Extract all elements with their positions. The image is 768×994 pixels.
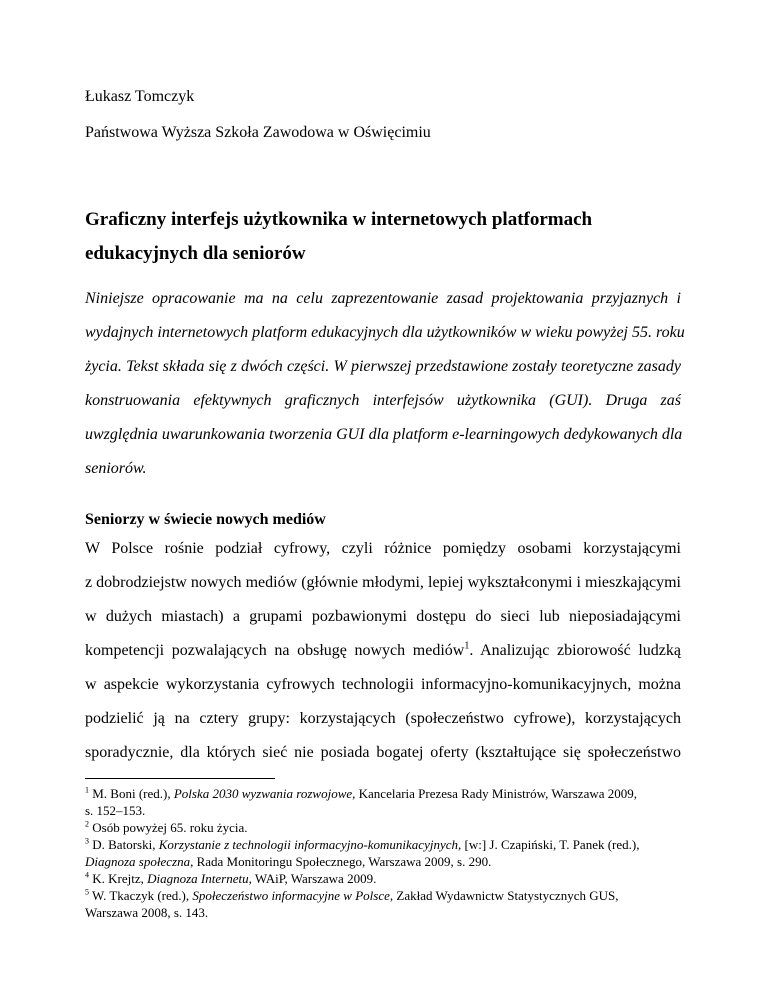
abstract-line: wydajnych internetowych platform edukacyjnych dla użytkowników w wieku powyżej 55. roku <box>85 324 685 341</box>
body-line: W Polsce rośnie podział cyfrowy, czyli różnice pomiędzy osobami korzystającymi <box>85 540 681 557</box>
section-heading: Seniorzy w świecie nowych mediów <box>85 511 326 528</box>
footnote-number: 4 <box>85 870 89 880</box>
footnote-text: , WAiP, Warszawa 2009. <box>248 871 377 886</box>
footnote-title: Korzystanie z technologii informacyjno-komunikacyjnych <box>158 837 458 852</box>
abstract-line: życia. Tekst składa się z dwóch części. W pierwszej przedstawione zostały teoretyczne zasady <box>85 358 681 375</box>
body-line: sporadycznie, dla których sieć nie posiada bogatej oferty (kształtujące się społeczeństwo <box>85 744 681 761</box>
footnote <box>85 854 685 870</box>
footnote-separator <box>85 778 275 779</box>
footnote-text: M. Boni (red.), <box>89 786 174 801</box>
abstract-line: uwzględnia uwarunkowania tworzenia GUI dla platform e-learningowych dedykowanych dla <box>85 426 683 443</box>
author-affiliation: Państwowa Wyższa Szkoła Zawodowa w Oświęcimiu <box>85 124 431 141</box>
footnote-title: Społeczeństwo informacyjne w Polsce <box>192 888 390 903</box>
footnote-text: s. 152–153. <box>85 803 146 818</box>
footnote-title: Diagnoza Internetu <box>147 871 249 886</box>
footnote <box>85 888 685 904</box>
footnote-number: 3 <box>85 836 89 846</box>
footnote-number: 2 <box>85 819 89 829</box>
footnote-number: 5 <box>85 887 89 897</box>
footnote-text: , Kancelaria Prezesa Rady Ministrów, Warszawa 2009, <box>352 786 637 801</box>
body-text: kompetencji pozwalających na obsługę nowych mediów <box>85 642 465 659</box>
footnote <box>85 837 685 853</box>
footnote-text: Osób powyżej 65. roku życia. <box>89 820 248 835</box>
footnote <box>85 786 685 802</box>
body-line: w aspekcie wykorzystania cyfrowych technologii informacyjno-komunikacyjnych, można <box>85 676 681 693</box>
body-line: z dobrodziejstw nowych mediów (głównie młodymi, lepiej wykształconymi i mieszkającymi <box>85 574 681 591</box>
footnote <box>85 820 685 836</box>
footnote-text: , [w:] J. Czapiński, T. Panek (red.), <box>458 837 640 852</box>
body-text: . Analizując zbiorowość ludzką <box>469 642 682 659</box>
footnote-text: , Rada Monitoringu Społecznego, Warszawa 2009, s. 290. <box>190 854 492 869</box>
footnote <box>85 803 685 819</box>
footnote <box>85 871 685 887</box>
footnote-number: 1 <box>85 785 89 795</box>
footnote-text: , Zakład Wydawnictw Statystycznych GUS, <box>389 888 619 903</box>
abstract-line: seniorów. <box>85 460 147 477</box>
footnote-text: D. Batorski, <box>89 837 159 852</box>
footnote-text: K. Krejtz, <box>89 871 148 886</box>
abstract-line: konstruowania efektywnych graficznych interfejsów użytkownika (GUI). Druga zaś <box>85 392 681 409</box>
footnote-ref: 1 <box>464 640 470 652</box>
footnote-text: W. Tkaczyk (red.), <box>89 888 193 903</box>
title-line: edukacyjnych dla seniorów <box>85 243 306 264</box>
footnote-title: Diagnoza społeczna <box>85 854 191 869</box>
footnote-text: Warszawa 2008, s. 143. <box>85 905 209 920</box>
author-name: Łukasz Tomczyk <box>85 88 195 105</box>
abstract-line: Niniejsze opracowanie ma na celu zaprezentowanie zasad projektowania przyjaznych i <box>85 290 681 307</box>
title-line: Graficzny interfejs użytkownika w internetowych platformach <box>85 209 593 230</box>
footnote <box>85 905 685 921</box>
body-line: w dużych miastach) a grupami pozbawionymi dostępu do sieci lub nieposiadającymi <box>85 608 681 625</box>
body-line: podzielić ją na cztery grupy: korzystających (społeczeństwo cyfrowe), korzystających <box>85 710 681 727</box>
footnote-title: Polska 2030 wyzwania rozwojowe <box>173 786 353 801</box>
body-line <box>85 642 681 660</box>
